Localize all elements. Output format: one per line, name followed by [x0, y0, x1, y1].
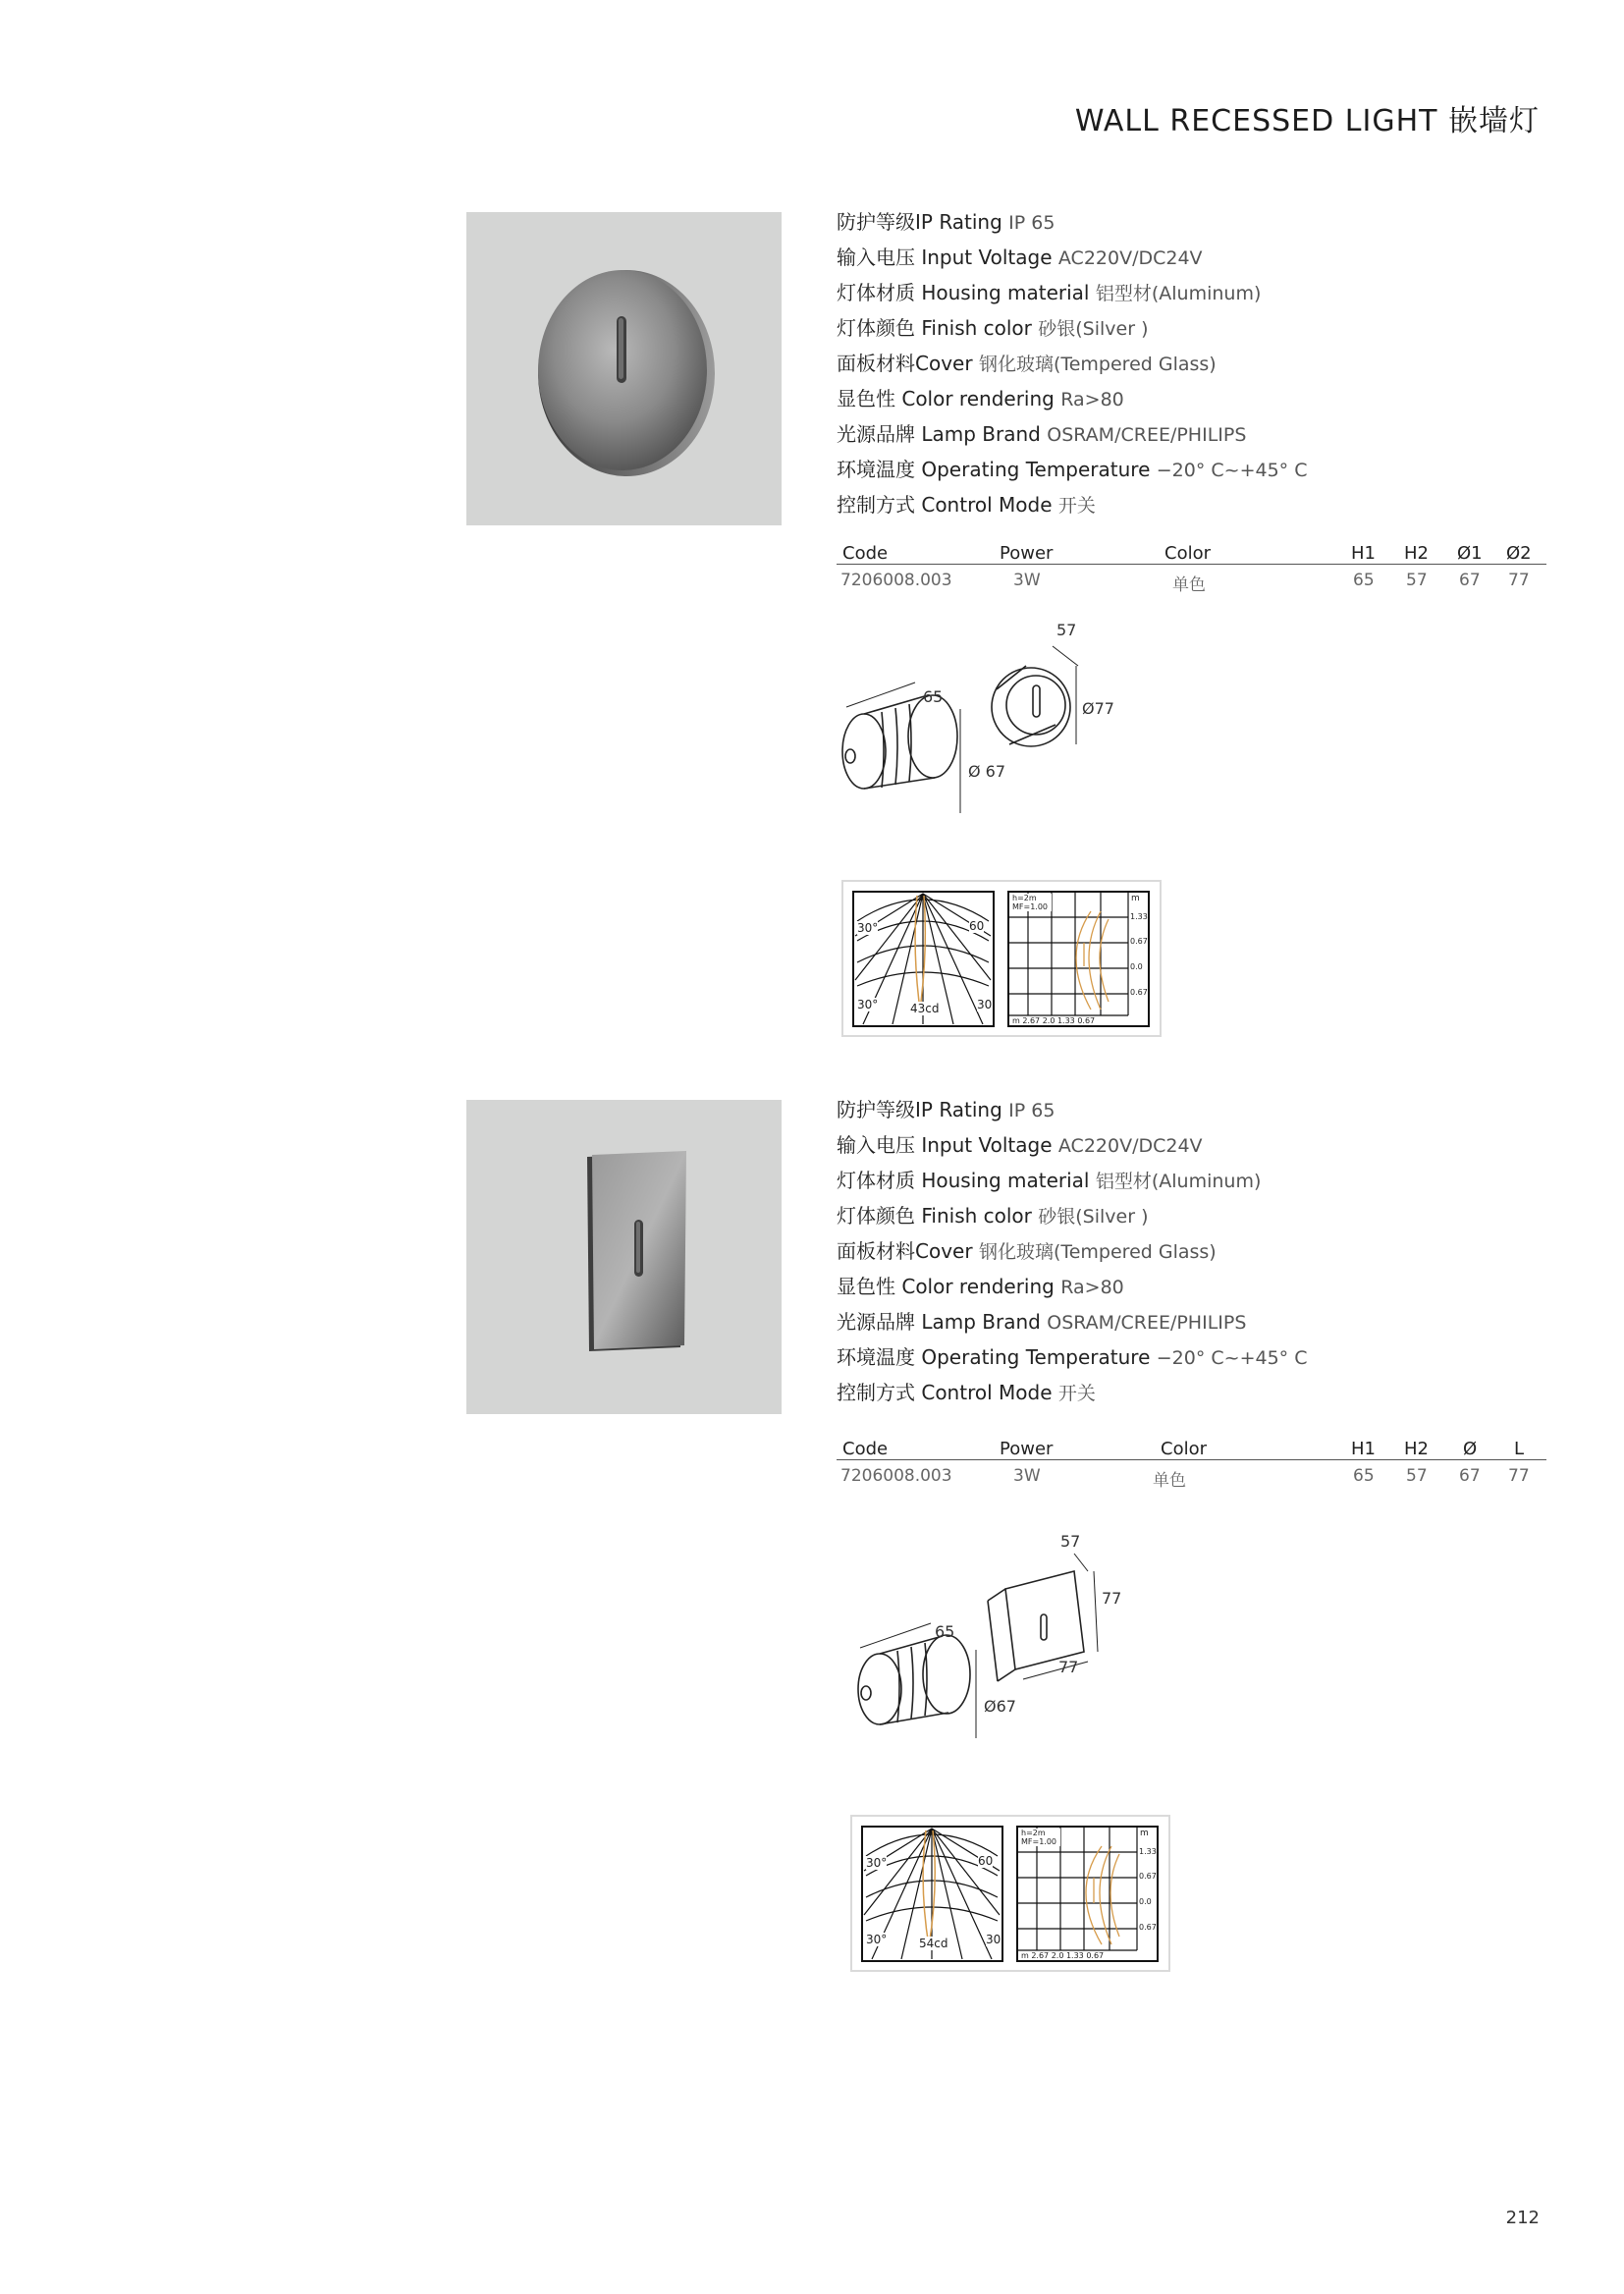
y-tick: 0.0 — [1139, 1897, 1152, 1906]
dim-panel-dia: Ø77 — [1082, 699, 1114, 718]
table-header-row — [837, 1436, 1546, 1460]
spec-cover: 面板材料Cover 钢化玻璃(Tempered Glass) — [837, 352, 1217, 375]
y-tick: 0.67 — [1130, 937, 1148, 946]
dim-depth: 65 — [923, 687, 944, 706]
spec-color-rendering: 显色性 Color rendering Ra>80 — [837, 387, 1124, 410]
grid-header-label: h=2m MF=1.00 — [1012, 894, 1052, 911]
table-header-row — [837, 540, 1546, 565]
y-tick: 0.67 — [1139, 1923, 1157, 1932]
page-title: WALL RECESSED LIGHT 嵌墙灯 — [1074, 104, 1540, 138]
col-dia: Ø — [1463, 1439, 1478, 1459]
table-row: 7206008.003 3W 单色 65 57 67 77 — [840, 1466, 1530, 1491]
product-table — [837, 540, 1546, 595]
col-color: Color — [1161, 1439, 1207, 1459]
dim-body-dia: Ø 67 — [968, 762, 1006, 781]
col-h2: H2 — [1404, 1439, 1429, 1459]
col-code: Code — [842, 543, 889, 564]
angle-left-label: 30° — [866, 1856, 888, 1870]
spec-input-voltage: 输入电压 Input Voltage AC220V/DC24V — [837, 246, 1203, 269]
angle-right-label: 60 — [978, 1854, 994, 1868]
col-h2: H2 — [1404, 543, 1429, 564]
dim-depth: 65 — [935, 1622, 955, 1641]
spec-ip-rating: 防护等级IP Rating IP 65 — [837, 210, 1056, 234]
product-table — [837, 1436, 1546, 1491]
dimension-drawing — [825, 619, 1149, 825]
angle-bottom-right-label: 30 — [986, 1933, 1001, 1946]
spec-lamp-brand: 光源品牌 Lamp Brand OSRAM/CREE/PHILIPS — [837, 1310, 1247, 1334]
product-photo-round — [466, 212, 782, 525]
angle-bottom-left-label: 30° — [866, 1933, 888, 1946]
spec-housing-material: 灯体材质 Housing material 铝型材(Aluminum) — [837, 1169, 1262, 1192]
angle-right-label: 60 — [969, 919, 985, 933]
spec-operating-temperature: 环境温度 Operating Temperature −20° C~+45° C — [837, 458, 1308, 481]
spec-list — [837, 1092, 1308, 1410]
y-tick: 1.33 — [1130, 912, 1148, 921]
table-row: 7206008.003 3W 单色 65 57 67 77 — [840, 571, 1530, 595]
spec-finish-color: 灯体颜色 Finish color 砂银(Silver ) — [837, 1204, 1149, 1228]
spec-input-voltage: 输入电压 Input Voltage AC220V/DC24V — [837, 1133, 1203, 1157]
photometric-diagram — [850, 1815, 1170, 1972]
col-code: Code — [842, 1439, 889, 1459]
grid-unit-label: m — [1131, 894, 1140, 903]
x-ticks-label: m 2.67 2.0 1.33 0.67 — [1012, 1016, 1096, 1025]
y-tick: 0.0 — [1130, 962, 1143, 971]
y-tick: 1.33 — [1139, 1847, 1157, 1856]
dim-panel-width: 77 — [1058, 1658, 1079, 1676]
intensity-label: 43cd — [910, 1002, 940, 1015]
product-photo-square — [466, 1100, 782, 1414]
page-number: 212 — [1505, 2208, 1540, 2228]
spec-control-mode: 控制方式 Control Mode 开关 — [837, 493, 1096, 517]
spec-operating-temperature: 环境温度 Operating Temperature −20° C~+45° C — [837, 1345, 1308, 1369]
col-dia1: Ø1 — [1457, 543, 1483, 564]
spec-list — [837, 204, 1308, 522]
col-dia2: Ø2 — [1506, 543, 1532, 564]
intensity-label: 54cd — [919, 1937, 948, 1950]
spec-cover: 面板材料Cover 钢化玻璃(Tempered Glass) — [837, 1239, 1217, 1263]
col-power: Power — [1000, 1439, 1054, 1459]
spec-finish-color: 灯体颜色 Finish color 砂银(Silver ) — [837, 316, 1149, 340]
col-h1: H1 — [1351, 543, 1376, 564]
dim-panel-depth: 57 — [1056, 621, 1077, 639]
angle-left-label: 30° — [857, 921, 879, 935]
spec-control-mode: 控制方式 Control Mode 开关 — [837, 1381, 1096, 1404]
spec-color-rendering: 显色性 Color rendering Ra>80 — [837, 1275, 1124, 1298]
y-tick: 0.67 — [1130, 988, 1148, 997]
spec-housing-material: 灯体材质 Housing material 铝型材(Aluminum) — [837, 281, 1262, 304]
grid-header-label: h=2m MF=1.00 — [1021, 1829, 1060, 1846]
spec-lamp-brand: 光源品牌 Lamp Brand OSRAM/CREE/PHILIPS — [837, 422, 1247, 446]
col-color: Color — [1164, 543, 1211, 564]
y-tick: 0.67 — [1139, 1872, 1157, 1881]
col-length: L — [1514, 1439, 1525, 1459]
grid-unit-label: m — [1140, 1829, 1149, 1838]
spec-ip-rating: 防护等级IP Rating IP 65 — [837, 1098, 1056, 1121]
col-power: Power — [1000, 543, 1054, 564]
col-h1: H1 — [1351, 1439, 1376, 1459]
angle-bottom-left-label: 30° — [857, 998, 879, 1011]
dim-body-dia: Ø67 — [984, 1697, 1016, 1716]
angle-bottom-right-label: 30 — [977, 998, 993, 1011]
photometric-diagram — [841, 880, 1162, 1037]
dimension-drawing — [840, 1532, 1164, 1748]
dim-panel-height: 77 — [1102, 1589, 1122, 1608]
dim-panel-depth: 57 — [1060, 1532, 1081, 1551]
x-ticks-label: m 2.67 2.0 1.33 0.67 — [1021, 1951, 1105, 1960]
